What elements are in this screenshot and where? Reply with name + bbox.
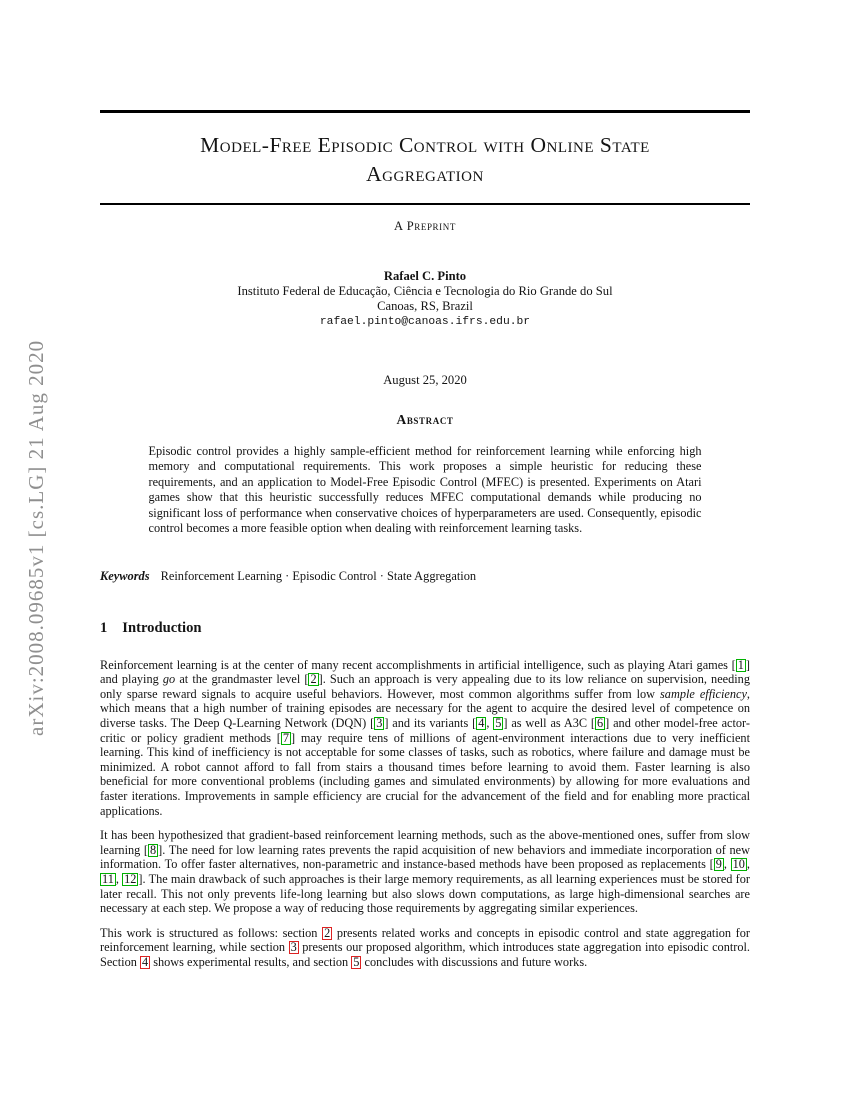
author-email: rafael.pinto@canoas.ifrs.edu.br xyxy=(319,316,531,329)
section-heading-introduction xyxy=(100,620,750,637)
text-segment: concludes with discussions and future works. xyxy=(361,954,588,969)
author-location: Canoas, RS, Brazil xyxy=(377,299,473,314)
section-number: 1 xyxy=(100,619,108,636)
citation-link[interactable]: 5 xyxy=(495,716,502,731)
text-segment: , which means that a high number of training episodes are necessary for the agent to acquire the desired level of competence on diverse tasks. The Deep Q-Learning Network (DQN) [ xyxy=(100,686,750,731)
text-segment: ] may require tens of millions of agent-environment interactions due to very inefficient learning. This kind of inefficiency is not acceptable for some classes of tasks, such as robotics, where failure and damage must be minimized. A robot cannot afford to fall from stairs a thousand times before learning to avoid them. Faster learning is also beneficial for more conventional problems (including games and simulated environments) by allowing for more evaluations and faster iterations. Improvements in sample efficiency are crucial for the advancement of the field and for enabling more practical applications. xyxy=(100,730,750,818)
keywords-label: Keywords xyxy=(100,568,150,583)
abstract-text: Episodic control provides a highly sample-efficient method for reinforcement learning while enforcing high memory and computational requirements. This work proposes a simple heuristic for reducing these requirements, and an application to Model-Free Episodic Control (MFEC) is presented. Experiments on Atari games show that this heuristic successfully reduces MFEC computational demands while producing no significant loss of performance when conservative choices of hyperparameters are used. Consequently, episodic control becomes a more feasible option when dealing with reinforcement learning tasks. xyxy=(148,443,702,536)
text-segment: , xyxy=(115,872,123,886)
section-ref-link[interactable]: 5 xyxy=(353,954,360,969)
text-segment: presents our proposed algorithm, which introduces state aggregation into episodic control. Section xyxy=(100,940,750,969)
citation-link[interactable]: 6 xyxy=(597,716,604,731)
paper-date: August 25, 2020 xyxy=(383,372,467,387)
citation-link[interactable]: 7 xyxy=(282,730,290,745)
paper-title xyxy=(100,131,750,189)
citation-link[interactable]: 8 xyxy=(150,842,157,857)
text-segment: ] and other model-free actor-critic or policy gradient methods [ xyxy=(100,716,750,745)
section-ref-link[interactable]: 3 xyxy=(290,940,297,955)
author-affiliation: Instituto Federal de Educação, Ciência e Tecnologia do Rio Grande do Sul xyxy=(237,283,613,298)
text-segment: , xyxy=(486,716,494,731)
section-title: Introduction xyxy=(122,619,202,636)
text-segment: It has been hypothesized that gradient-based reinforcement learning methods, such as the above-mentioned ones, suffer from slow learning [ xyxy=(100,828,750,857)
text-segment: ]. The main drawback of such approaches is their large memory requirements, as all learning experiences must be stored for later recall. This not only prevents life-long learning but also slows down computations, as large high-dimensional searches are necessary at each step. We propose a way of reducing those requirements by aggregating similar experiences. xyxy=(100,872,750,916)
citation-link[interactable]: 1 xyxy=(737,657,744,672)
text-segment: presents related works and concepts in episodic control and state aggregation for reinforcement learning, while section xyxy=(100,925,750,955)
text-segment: ] and its variants [ xyxy=(384,716,477,731)
emphasis-text: sample efficiency xyxy=(660,686,747,701)
emphasis-text: go xyxy=(162,672,176,687)
text-segment: This work is structured as follows: section xyxy=(100,925,323,940)
intro-paragraph-1 xyxy=(100,658,750,819)
text-segment: ]. Such an approach is very appealing due to its low reliance on supervision, needing only sparse reward signals to acquire useful behaviors. However, most common algorithms suffer from low xyxy=(100,672,750,701)
citation-link[interactable]: 12 xyxy=(124,872,137,886)
text-segment: ]. The need for low learning rates prevents the rapid acquisition of new behaviors and immediate incorporation of new information. To offer faster alternatives, non-parametric and instance-based methods have been proposed as replacements [ xyxy=(100,842,750,872)
paper-content xyxy=(100,0,750,970)
intro-paragraph-3 xyxy=(100,926,750,970)
citation-link[interactable]: 2 xyxy=(310,672,317,687)
intro-paragraph-2 xyxy=(100,828,750,916)
paper-title-line1: Model-Free Episodic Control with Online State xyxy=(200,133,650,157)
author-name: Rafael C. Pinto xyxy=(383,268,467,283)
paper-title-line2: Aggregation xyxy=(366,162,484,186)
section-ref-link[interactable]: 2 xyxy=(324,925,331,940)
title-rule-bottom xyxy=(100,203,750,205)
citation-link[interactable]: 11 xyxy=(102,872,114,886)
text-segment: , xyxy=(746,857,750,872)
keywords-line xyxy=(100,569,750,584)
keywords-text: Reinforcement Learning · Episodic Control · State Aggregation xyxy=(160,568,477,583)
text-segment: shows experimental results, and section xyxy=(150,954,352,969)
citation-link[interactable]: 3 xyxy=(376,716,383,731)
section-ref-link[interactable]: 4 xyxy=(141,954,149,969)
title-rule-top xyxy=(100,110,750,113)
citation-link[interactable]: 9 xyxy=(715,857,722,872)
citation-link[interactable]: 4 xyxy=(478,716,485,731)
text-segment: , xyxy=(723,857,731,872)
abstract-heading: Abstract xyxy=(396,411,454,427)
author-block xyxy=(100,269,750,331)
text-segment: ] as well as A3C [ xyxy=(503,716,596,731)
text-segment: at the grandmaster level [ xyxy=(175,672,309,687)
preprint-label: A Preprint xyxy=(394,218,456,233)
citation-link[interactable]: 10 xyxy=(732,857,745,872)
text-segment: ] and playing xyxy=(100,657,750,687)
arxiv-watermark-link[interactable]: arXiv:2008.09685v1 [cs.LG] 21 Aug 2020 xyxy=(24,339,48,737)
text-segment: Reinforcement learning is at the center of many recent accomplishments in artificial intelligence, such as playing Atari games [ xyxy=(100,657,736,672)
